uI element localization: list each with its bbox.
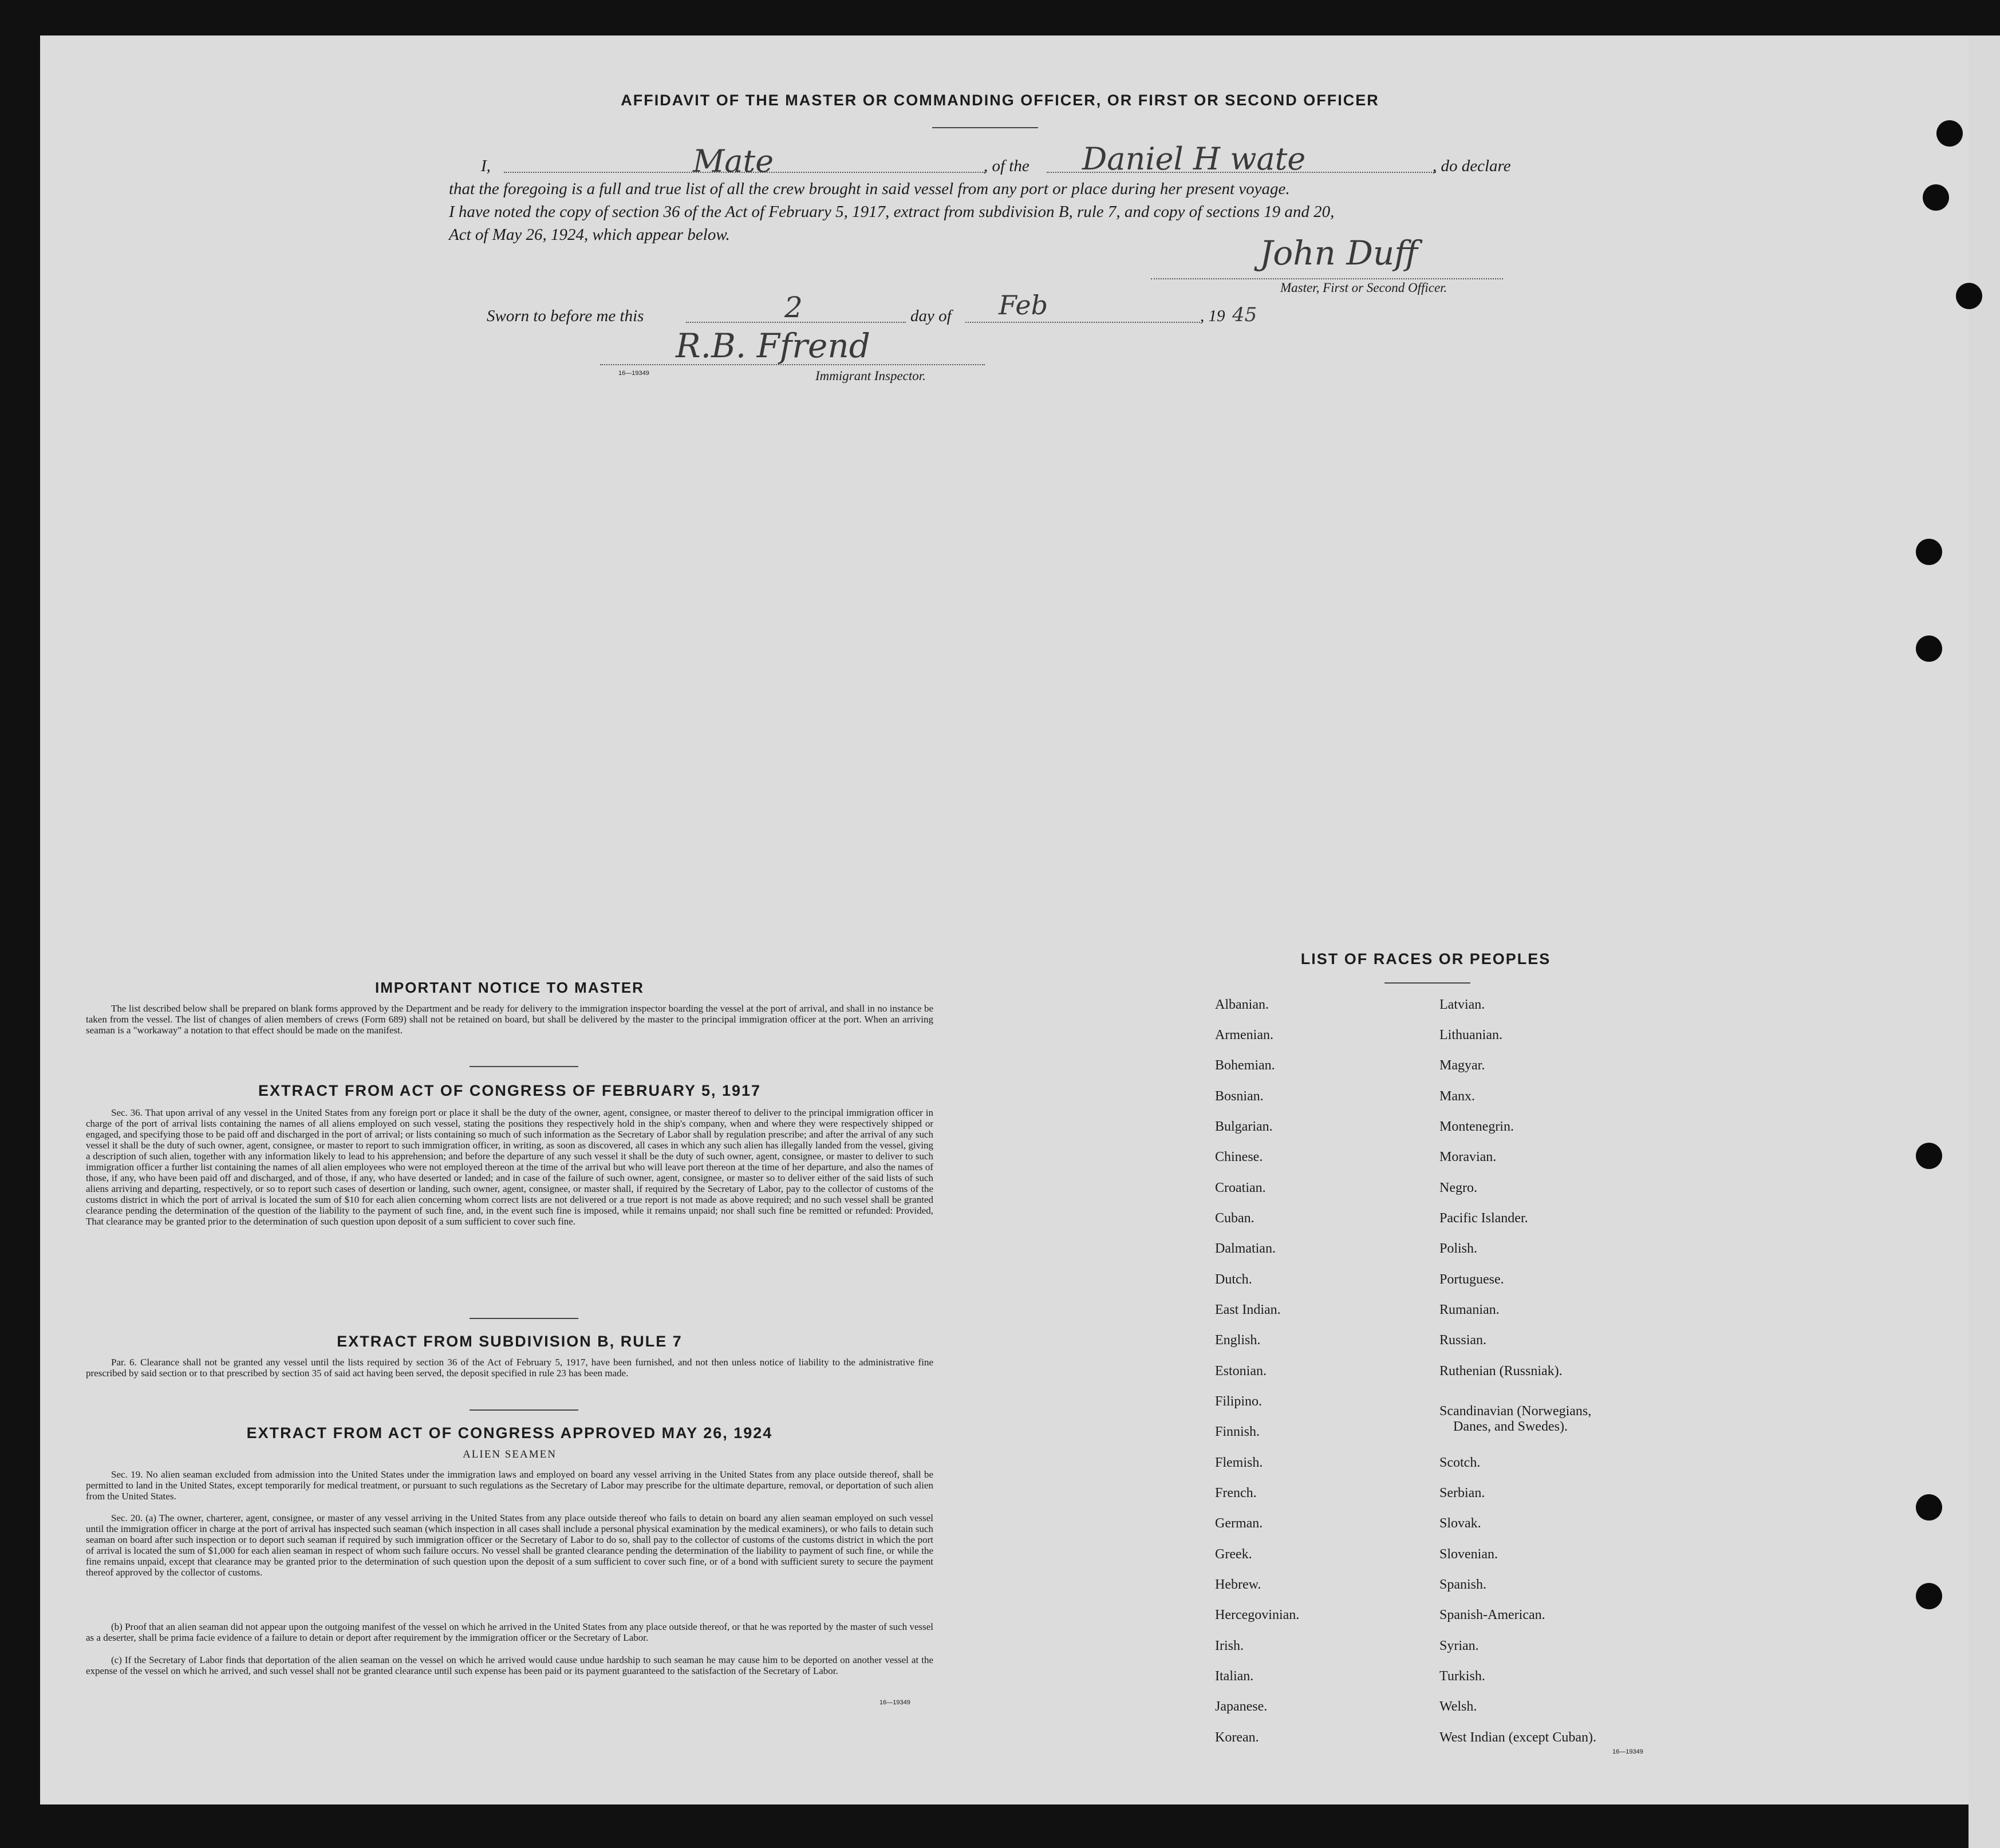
race-item: French. (1215, 1486, 1257, 1500)
race-item: Flemish. (1215, 1455, 1263, 1470)
do-declare-label: , do declare (1433, 157, 1511, 175)
notice-body: The list described below shall be prepared on blank forms approved by the Department and be ready for delivery to the immigration inspector boarding the vessel at the port of arrival, and shall in no instance be taken from the vessel. The list of changes of alien members of crews (Form 689) shall not be retained on board, but shall be delivered by the master to the principal immigration officer at the port. When an arriving seaman is a "workaway" a notation to that effect should be made on the manifest. (86, 1003, 933, 1036)
divider (470, 1318, 578, 1319)
extract-1917-body: Sec. 36. That upon arrival of any vessel in the United States from any foreign port or place it shall be the duty of the owner, agent, consignee, or master thereof to deliver to the principal immigration officer in charge of the port of arrival lists containing the names of all aliens employed on such vessel, stating the positions they respectively hold in the ship's company, when and where they were respectively shipped or engaged, and specifying those to be paid off and discharged in the port of arrival; or lists containing so much of such information as the Secretary of Labor shall by regulation prescribe; and after the arrival of any such vessel it shall be the duty of such owner, agent, consignee, or master to report to such immigration officer, in writing, as soon as discovered, all cases in which any such alien has illegally landed from the vessel, giving a description of such alien, together with any information likely to lead to his apprehension; and before the departure of any such vessel it shall be the duty of such owner, agent, consignee, or master to deliver to such immigration officer a further list containing the names of all alien employees who were not employed thereon at the time of the arrival but who will leave port thereon at the time of her departure, and also the names of those, if any, who have been paid off and discharged, and of those, if any, who have deserted or landed; and in case of the failure of such owner, agent, consignee, or master so to deliver either of the said lists of such aliens arriving and departing, respectively, or so to report such cases of desertion or landing, such owner, agent, consignee, or master shall, if required by the Secretary of Labor, pay to the collector of customs of the customs district in which the port of arrival is located the sum of $10 for each alien concerning whom correct lists are not delivered or a true report is not made as above required; and no such vessel shall be granted clearance pending the determination of the question of the liability to the payment of such fine, and, in the event such fine is imposed, while it remains unpaid; nor shall such fine be remitted or refunded: Provided, That clearance may be granted prior to the determination of such question upon deposit of a sum sufficient to cover such fine. (86, 1107, 933, 1227)
races-form-number: 16—19349 (1612, 1748, 1643, 1755)
rule-7-title: EXTRACT FROM SUBDIVISION B, RULE 7 (337, 1333, 683, 1350)
punch-hole (1916, 1143, 1942, 1169)
year-prefix: , 19 (1200, 307, 1225, 325)
race-item: Negro. (1439, 1180, 1477, 1195)
extract-1917-title: EXTRACT FROM ACT OF CONGRESS OF FEBRUARY 5, 1917 (258, 1082, 762, 1099)
extract-1924-subtitle: ALIEN SEAMEN (463, 1448, 557, 1460)
punch-hole (1916, 1494, 1942, 1521)
master-signature: John Duff (1260, 234, 1418, 273)
affidavit-line-4: Act of May 26, 1924, which appear below. (449, 226, 730, 244)
name-handwriting: Mate (693, 143, 774, 179)
sec-19-text: Sec. 19. No alien seaman excluded from admission into the United States under the immigration laws and employed on board any vessel arriving in the United States from any place outside thereof, shall be permitted to land in the United States, except temporarily for medical treatment, or pursuant to such regulations as the Secretary of Labor may prescribe for the ultimate departure, removal, or deportation of such alien from the United States. (86, 1469, 933, 1502)
punch-hole (1936, 120, 1963, 147)
form-number: 16—19349 (618, 370, 649, 377)
race-item: Hebrew. (1215, 1577, 1261, 1592)
month-handwriting: Feb (999, 290, 1048, 321)
race-item: Latvian. (1439, 997, 1485, 1012)
extract-form-number: 16—19349 (879, 1699, 910, 1706)
divider (932, 127, 1038, 128)
race-item: Dalmatian. (1215, 1241, 1276, 1256)
signature-caption: Master, First or Second Officer. (1280, 281, 1447, 295)
sec-20b-text: (b) Proof that an alien seaman did not appear upon the outgoing manifest of the vessel on which he arrived in the United States from any place outside thereof, or that he was reported by the master of such vessel as a deserter, shall be prima facie evidence of a failure to detain or deport after requirement by the immigration officer or the Secretary of Labor. (86, 1621, 933, 1643)
sec-20c-text: (c) If the Secretary of Labor finds that deportation of the alien seaman on the vessel on which he arrived would cause undue hardship to such seaman he may cause him to be deported on another vessel at the expense of the vessel on which he arrived, and such vessel shall not be granted clearance until such expense has been paid or its payment guaranteed to the satisfaction of the Secretary of Labor. (86, 1654, 933, 1676)
race-item: Moravian. (1439, 1150, 1497, 1164)
divider (470, 1066, 578, 1067)
race-item: Bohemian. (1215, 1058, 1275, 1073)
affidavit-line-2: that the foregoing is a full and true list of all the crew brought in said vessel from any port or place during her present voyage. (449, 180, 1290, 198)
month-field (965, 322, 1200, 323)
punch-hole (1916, 635, 1942, 662)
punch-hole (1916, 539, 1942, 565)
race-item: Manx. (1439, 1089, 1475, 1104)
race-item: Serbian. (1439, 1486, 1485, 1500)
race-item: Syrian. (1439, 1638, 1479, 1653)
race-item: Bulgarian. (1215, 1119, 1273, 1134)
race-item: Welsh. (1439, 1699, 1477, 1714)
race-item: Croatian. (1215, 1180, 1266, 1195)
divider (470, 1409, 578, 1411)
day-of-label: day of (910, 307, 952, 325)
of-the-label: , of the (984, 157, 1029, 175)
race-item: Cuban. (1215, 1211, 1255, 1226)
signature-line (1151, 278, 1503, 279)
inspector-line (600, 364, 985, 365)
race-item: Japanese. (1215, 1699, 1268, 1714)
punch-hole (1916, 1583, 1942, 1609)
race-item: Rumanian. (1439, 1302, 1500, 1317)
inspector-signature: R.B. Ffrend (676, 326, 870, 365)
race-item: Ruthenian (Russniak). (1439, 1364, 1563, 1379)
race-item: German. (1215, 1516, 1263, 1531)
race-item: Montenegrin. (1439, 1119, 1514, 1134)
race-item: Estonian. (1215, 1364, 1267, 1379)
race-item: Slovak. (1439, 1516, 1481, 1531)
race-item: Turkish. (1439, 1669, 1485, 1684)
rule-7-body: Par. 6. Clearance shall not be granted any vessel until the lists required by section 36 of the Act of February 5, 1917, have been furnished, and not then unless notice of liability to the administrative fine prescribed by said section or to that prescribed by section 35 of said act having been served, the deposit specified in rule 23 has been made. (86, 1357, 933, 1379)
vessel-handwriting: Daniel H wate (1082, 141, 1306, 177)
race-item: Bosnian. (1215, 1089, 1264, 1104)
sec-20a-text: Sec. 20. (a) The owner, charterer, agent, consignee, or master of any vessel arriving in the United States from any place outside thereof who fails to detain on board any alien seaman employed on such vessel until the immigration officer in charge at the port of arrival has inspected such seaman (which inspection in all cases shall include a personal physical examination by the medical examiners), or who fails to detain such seaman on board after such inspection or to deport such seaman if required by such immigration officer or the Secretary of Labor to do so, shall pay to the collector of customs of the customs district in which the port of arrival is located the sum of $1,000 for each alien seaman in respect of whom such failure occurs. No vessel shall be granted clearance pending the determination of the liability to payment of such fine, or while the fine remains unpaid, except that clearance may be granted prior to the determination of such question upon the deposit of a sum sufficient to cover such fine, or of a bond with sufficient surety to secure the payment thereof approved by the collector of customs. (86, 1513, 933, 1578)
inspector-caption: Immigrant Inspector. (815, 369, 926, 383)
race-item: Filipino. (1215, 1394, 1263, 1409)
race-item: Spanish. (1439, 1577, 1487, 1592)
race-item: Armenian. (1215, 1028, 1273, 1043)
race-item: Russian. (1439, 1333, 1487, 1348)
race-item: Dutch. (1215, 1272, 1252, 1287)
race-item: Albanian. (1215, 997, 1269, 1012)
race-item: Italian. (1215, 1669, 1254, 1684)
race-item: Danes, and Swedes). (1453, 1419, 1568, 1434)
year-handwriting: 45 (1232, 303, 1257, 326)
race-item: Korean. (1215, 1730, 1259, 1745)
race-item: Spanish-American. (1439, 1608, 1545, 1622)
race-item: Pacific Islander. (1439, 1211, 1528, 1226)
divider (1384, 982, 1470, 984)
race-item: Finnish. (1215, 1424, 1260, 1439)
punch-hole (1923, 184, 1949, 211)
race-item: English. (1215, 1333, 1261, 1348)
race-item: Scotch. (1439, 1455, 1481, 1470)
races-title: LIST OF RACES OR PEOPLES (1300, 950, 1551, 968)
race-item: Polish. (1439, 1241, 1478, 1256)
race-item: East Indian. (1215, 1302, 1281, 1317)
sworn-label: Sworn to before me this (487, 307, 644, 325)
race-item: Greek. (1215, 1547, 1252, 1562)
race-item: Hercegovinian. (1215, 1608, 1300, 1622)
race-item: Irish. (1215, 1638, 1244, 1653)
race-item: Magyar. (1439, 1058, 1485, 1073)
day-handwriting: 2 (784, 291, 803, 324)
extract-1924-title: EXTRACT FROM ACT OF CONGRESS APPROVED MAY 26, 1924 (246, 1424, 773, 1442)
race-item: Lithuanian. (1439, 1028, 1502, 1043)
affidavit-line-3: I have noted the copy of section 36 of the Act of February 5, 1917, extract from subdivision B, rule 7, and copy of sections 19 and 20, (449, 203, 1335, 221)
punch-hole (1956, 283, 1982, 309)
race-item: Chinese. (1215, 1150, 1263, 1164)
affidavit-title: AFFIDAVIT OF THE MASTER OR COMMANDING OFFICER, OR FIRST OR SECOND OFFICER (621, 92, 1379, 109)
race-item: Scandinavian (Norwegians, (1439, 1404, 1592, 1419)
race-item: Slovenian. (1439, 1547, 1498, 1562)
race-item: West Indian (except Cuban). (1439, 1730, 1596, 1745)
race-item: Portuguese. (1439, 1272, 1504, 1287)
notice-title: IMPORTANT NOTICE TO MASTER (375, 979, 644, 996)
affidavit-i: I, (481, 157, 491, 175)
